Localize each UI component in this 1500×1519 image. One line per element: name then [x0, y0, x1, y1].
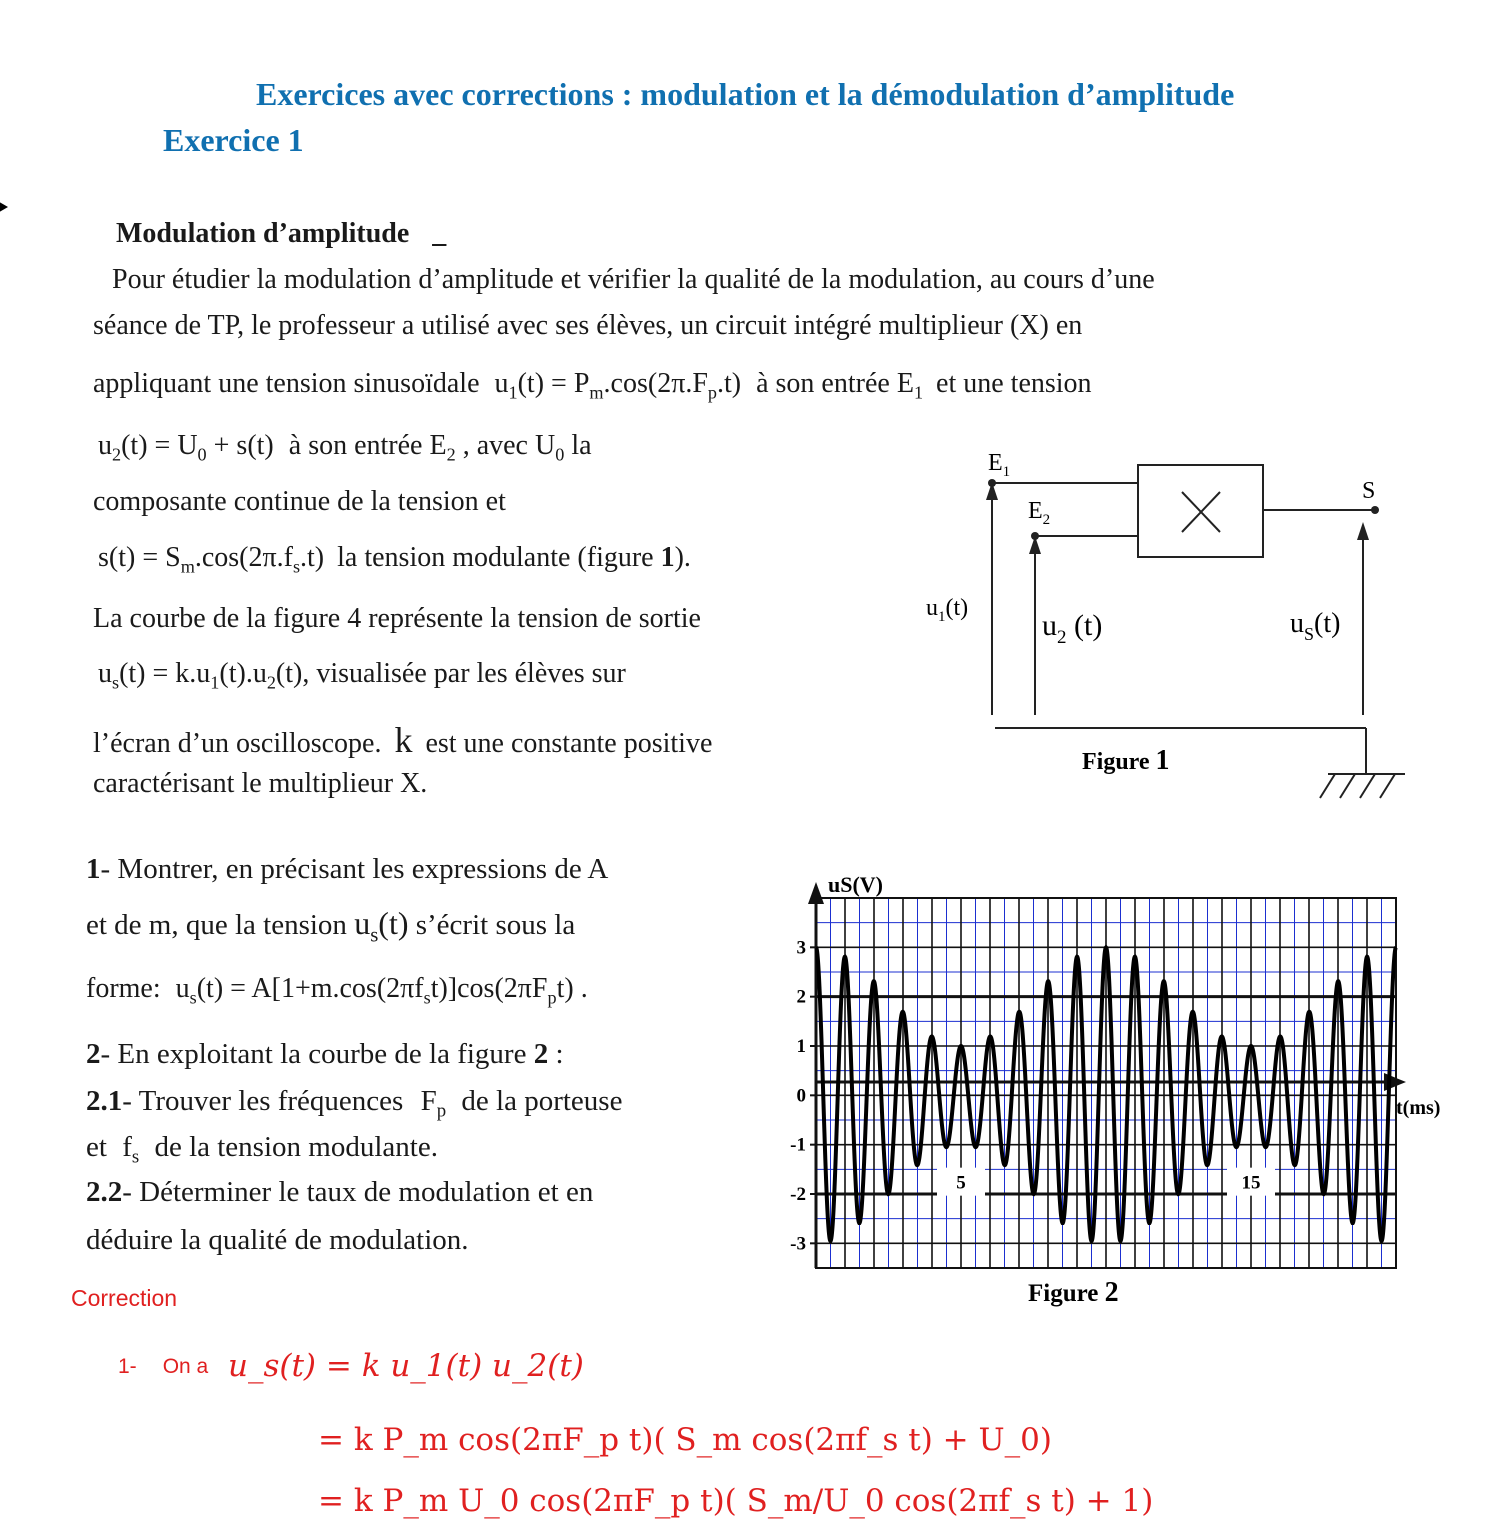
label-u1: $u_1(t)$: [926, 595, 969, 625]
question-1-line-3: forme: $u_s(t) = A[1+m.\cos(2\pi f_st)]\cos(2\pi F_pt)$ .: [86, 973, 588, 1008]
correction-label: Correction: [71, 1285, 178, 1311]
problem-line-8: $u_s(t) = k.u_1(t).u_2(t)$, visualisée par les élèves sur: [98, 658, 626, 693]
label-s: S: [1362, 478, 1376, 504]
y-tick-label: -2: [790, 1184, 806, 1205]
question-1-line-2: et de m, que la tension $u_s(t)$ s’écrit sous la: [86, 905, 576, 947]
x-tick-label: 5: [956, 1172, 966, 1194]
problem-line-4: $u_2(t) = U_0 + s(t)$ à son entrée $E_2$ , avec $U_0$ la: [98, 430, 592, 465]
y-axis-label: uS(V): [828, 872, 884, 897]
question-1-line-1: 1- Montrer, en précisant les expressions de A: [86, 853, 609, 885]
y-tick-label: 1: [796, 1036, 806, 1057]
problem-heading: Modulation d’amplitude _: [116, 218, 447, 249]
question-2-1-line-1: 2.1- Trouver les fréquences $F_p$ de la porteuse: [86, 1085, 623, 1122]
question-2-2-line-1: 2.2- Déterminer le taux de modulation et en: [86, 1176, 594, 1208]
y-tick-label: 0: [796, 1085, 806, 1107]
bullet-arrow-icon: [0, 200, 8, 214]
problem-line-6: $s(t) = S_m.\cos(2\pi.f_s.t)$ la tension modulante (figure 1).: [98, 542, 691, 577]
y-axis-arrow-icon: [808, 882, 824, 904]
problem-line-1: Pour étudier la modulation d’amplitude et vérifier la qualité de la modulation, au cours d’une: [112, 264, 1155, 295]
question-2-1-line-2: et $f_s$ de la tension modulante.: [86, 1131, 438, 1168]
y-tick-label: -1: [790, 1134, 806, 1156]
label-u2: $u_2$ (t): [1042, 609, 1103, 648]
label-us: $u_S(t)$: [1290, 608, 1341, 644]
correction-eq-3: = k P_m U_0 cos(2πF_p t)( S_m/U_0 cos(2πf_s t) + 1): [318, 1483, 1154, 1519]
y-tick-label: -3: [790, 1233, 806, 1255]
exercise-heading: Exercice 1: [163, 122, 304, 158]
correction-eq-1: u_s(t) = k u_1(t) u_2(t): [228, 1348, 584, 1384]
problem-line-2: séance de TP, le professeur a utilisé avec ses élèves, un circuit intégré multiplieur (X) en: [93, 310, 1083, 341]
problem-line-9: l’écran d’un oscilloscope. k est une constante positive: [93, 720, 713, 760]
correction-item-1: 1- On a: [118, 1355, 209, 1378]
document-title: Exercices avec corrections : modulation et la démodulation d’amplitude: [256, 76, 1235, 112]
problem-line-10: caractérisant le multiplieur X.: [93, 768, 428, 799]
label-e2: $E_2$: [1028, 498, 1051, 528]
y-tick-label: 2: [796, 986, 806, 1008]
figure1-caption: Figure 1: [1082, 745, 1170, 776]
oscilloscope-chart: [770, 870, 1470, 1315]
x-axis-label: t(ms): [1396, 1097, 1441, 1119]
x-tick-label: 15: [1241, 1172, 1261, 1194]
label-e1: $E_1$: [988, 450, 1011, 480]
correction-eq-2: = k P_m cos(2πF_p t)( S_m cos(2πf_s t) + U_0): [318, 1422, 1052, 1458]
y-tick-label: 3: [796, 937, 806, 959]
question-2-2-line-2: déduire la qualité de modulation.: [86, 1224, 469, 1256]
problem-line-5: composante continue de la tension et: [93, 486, 506, 517]
problem-line-3: appliquant une tension sinusoïdale $u_1(t) = P_m.\cos(2\pi.F_p.t)$ à son entrée $E_1$ et une tension: [93, 368, 1092, 403]
circuit-diagram: [910, 440, 1430, 810]
figure2-caption: Figure 2: [1028, 1277, 1119, 1308]
problem-line-7: La courbe de la figure 4 représente la tension de sortie: [93, 603, 701, 634]
question-2: 2- En exploitant la courbe de la figure 2 :: [86, 1038, 564, 1070]
